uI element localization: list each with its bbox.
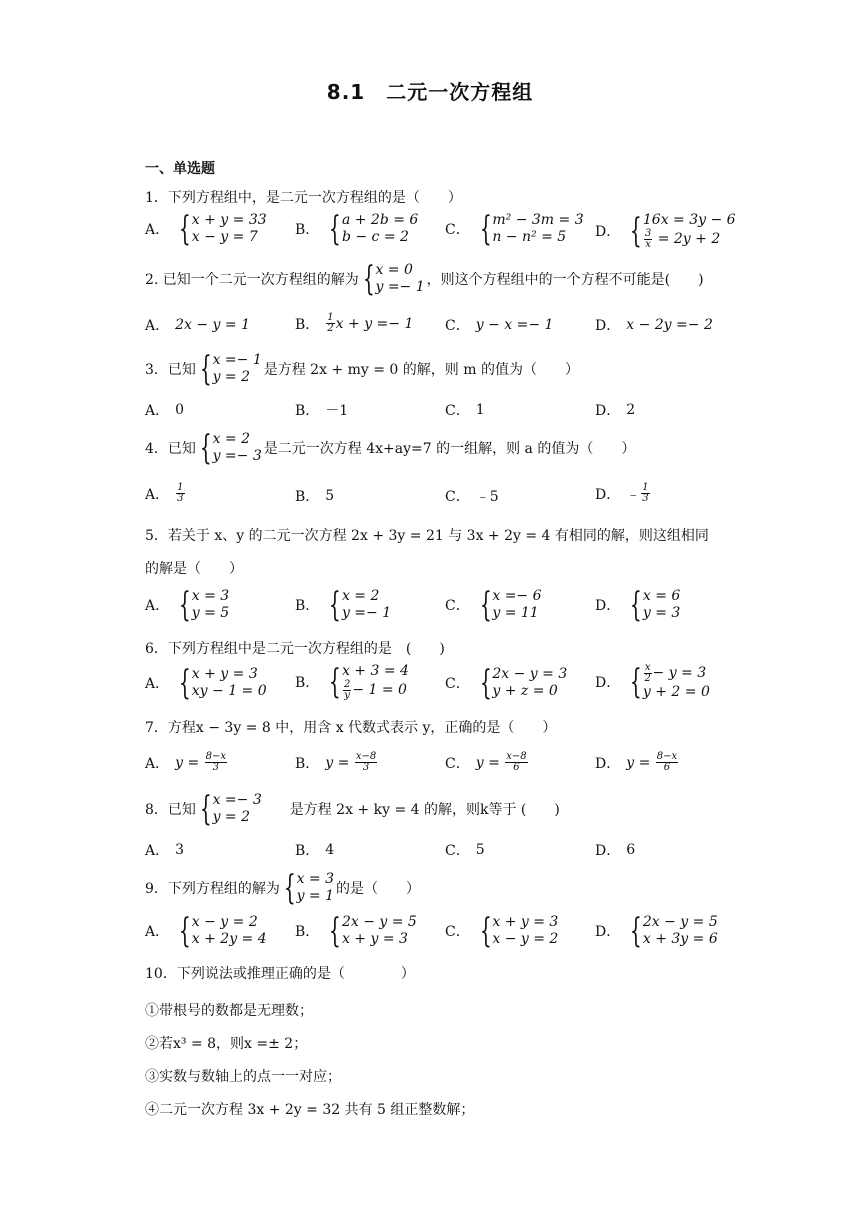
- question-10-stem: 10．下列说法或推理正确的是（ ）: [145, 966, 415, 982]
- q2-option-a[interactable]: A． 2x − y = 1: [145, 317, 251, 334]
- q3-option-a[interactable]: A． 0: [145, 402, 185, 419]
- q1-option-d[interactable]: D． { 16x = 3y − 6 $\frac{3}{x}$ = 2y + 2: [595, 211, 736, 251]
- q2-option-d[interactable]: D． x − 2y =− 2: [595, 317, 713, 334]
- q5-option-d[interactable]: D． { x = 6 y = 3: [595, 585, 681, 625]
- q5-option-b[interactable]: B． { x = 2 y =− 1: [295, 585, 392, 625]
- q9-option-d[interactable]: D． { 2x − y = 5 x + 3y = 6: [595, 911, 718, 951]
- question-3-stem: 3．已知 { x =− 1 y = 2 是方程 2x + my = 0 的解，则 m 的值为（ ）: [145, 349, 579, 389]
- q1-option-a[interactable]: A． { x + y = 33 x − y = 7: [145, 209, 267, 249]
- q8-option-b[interactable]: B． 4: [295, 842, 335, 859]
- q7-option-b[interactable]: B． y = $\frac{x-8}{3}$: [295, 751, 377, 773]
- q9-option-c[interactable]: C． { x + y = 3 x − y = 2: [445, 911, 559, 951]
- q5-option-c[interactable]: C． { x =− 6 y = 11: [445, 585, 542, 625]
- statement-3: ③实数与数轴上的点一一对应；: [145, 1069, 341, 1085]
- q3-option-d[interactable]: D． 2: [595, 402, 636, 419]
- q1-option-c[interactable]: C． { m² − 3m = 3 n − n² = 5: [445, 209, 584, 249]
- q6-option-a[interactable]: A． { x + y = 3 xy − 1 = 0: [145, 663, 267, 703]
- q9-option-b[interactable]: B． { 2x − y = 5 x + y = 3: [295, 911, 417, 951]
- q7-option-c[interactable]: C． y = $\frac{x-8}{6}$: [445, 751, 527, 773]
- question-5-stem-line-1: 5．若关于 x、y 的二元一次方程 2x + 3y = 21 与 3x + 2y = 4 有相同的解，则这组相同: [145, 528, 709, 544]
- q6-option-d[interactable]: D． { $\frac{x}{2}$ − y = 3 y + 2 = 0: [595, 662, 710, 702]
- statement-1: ①带根号的数都是无理数；: [145, 1003, 313, 1019]
- q8-option-d[interactable]: D． 6: [595, 842, 636, 859]
- q6-option-b[interactable]: B． { x + 3 = 4 $\frac{2}{y}$ − 1 = 0: [295, 662, 409, 702]
- q7-option-d[interactable]: D． y = $\frac{8-x}{6}$: [595, 751, 678, 773]
- section-heading: 一、单选题: [145, 161, 215, 177]
- question-5-stem-line-2: 的解是（ ）: [145, 561, 243, 577]
- question-4-stem: 4．已知 { x = 2 y =− 3 是二元一次方程 4x+ay=7 的一组解，则 a 的值为（ ）: [145, 428, 636, 468]
- q6-option-c[interactable]: C． { 2x − y = 3 y + z = 0: [445, 663, 568, 703]
- question-8-stem: 8．已知 { x =− 3 y = 2 是方程 2x + ky = 4 的解，则k等于 ( ): [145, 789, 560, 829]
- q4-option-d[interactable]: D． ﹣ $\frac{1}{3}$: [595, 482, 649, 504]
- statement-4: ④二元一次方程 3x + 2y = 32 共有 5 组正整数解；: [145, 1102, 475, 1118]
- q7-option-a[interactable]: A． y = $\frac{8-x}{3}$: [145, 751, 227, 773]
- q8-option-a[interactable]: A． 3: [145, 842, 185, 859]
- question-1-stem: 1．下列方程组中，是二元一次方程组的是（ ）: [145, 190, 462, 206]
- q4-option-b[interactable]: B． 5: [295, 488, 335, 505]
- q4-option-c[interactable]: C． ﹣5: [445, 489, 499, 505]
- question-9-stem: 9．下列方程组的解为 { x = 3 y = 1 的是（ ）: [145, 868, 421, 908]
- q4-option-a[interactable]: A． $\frac{1}{3}$: [145, 482, 184, 504]
- q3-option-c[interactable]: C． 1: [445, 402, 485, 419]
- q5-option-a[interactable]: A． { x = 3 y = 5: [145, 585, 230, 625]
- q8-option-c[interactable]: C． 5: [445, 842, 485, 859]
- statement-2: ②若x³ = 8，则x =± 2；: [145, 1036, 308, 1052]
- q9-option-a[interactable]: A． { x − y = 2 x + 2y = 4: [145, 911, 267, 951]
- page-title: 8.1 二元一次方程组: [326, 80, 534, 104]
- q2-option-c[interactable]: C． y − x =− 1: [445, 317, 554, 334]
- question-7-stem: 7．方程x − 3y = 8 中，用含 x 代数式表示 y，正确的是（ ）: [145, 720, 557, 736]
- question-2-stem: 2. 已知一个二元一次方程组的解为 { x = 0 y =− 1 ，则这个方程组中的一个方程不可能是( ): [145, 259, 704, 299]
- question-6-stem: 6．下列方程组中是二元一次方程组的是 ( ): [145, 641, 445, 657]
- q1-option-b[interactable]: B． { a + 2b = 6 b − c = 2: [295, 209, 419, 249]
- q2-option-b[interactable]: B． $\frac{1}{2}$ x + y =− 1: [295, 312, 414, 334]
- q3-option-b[interactable]: B． －1: [295, 403, 349, 419]
